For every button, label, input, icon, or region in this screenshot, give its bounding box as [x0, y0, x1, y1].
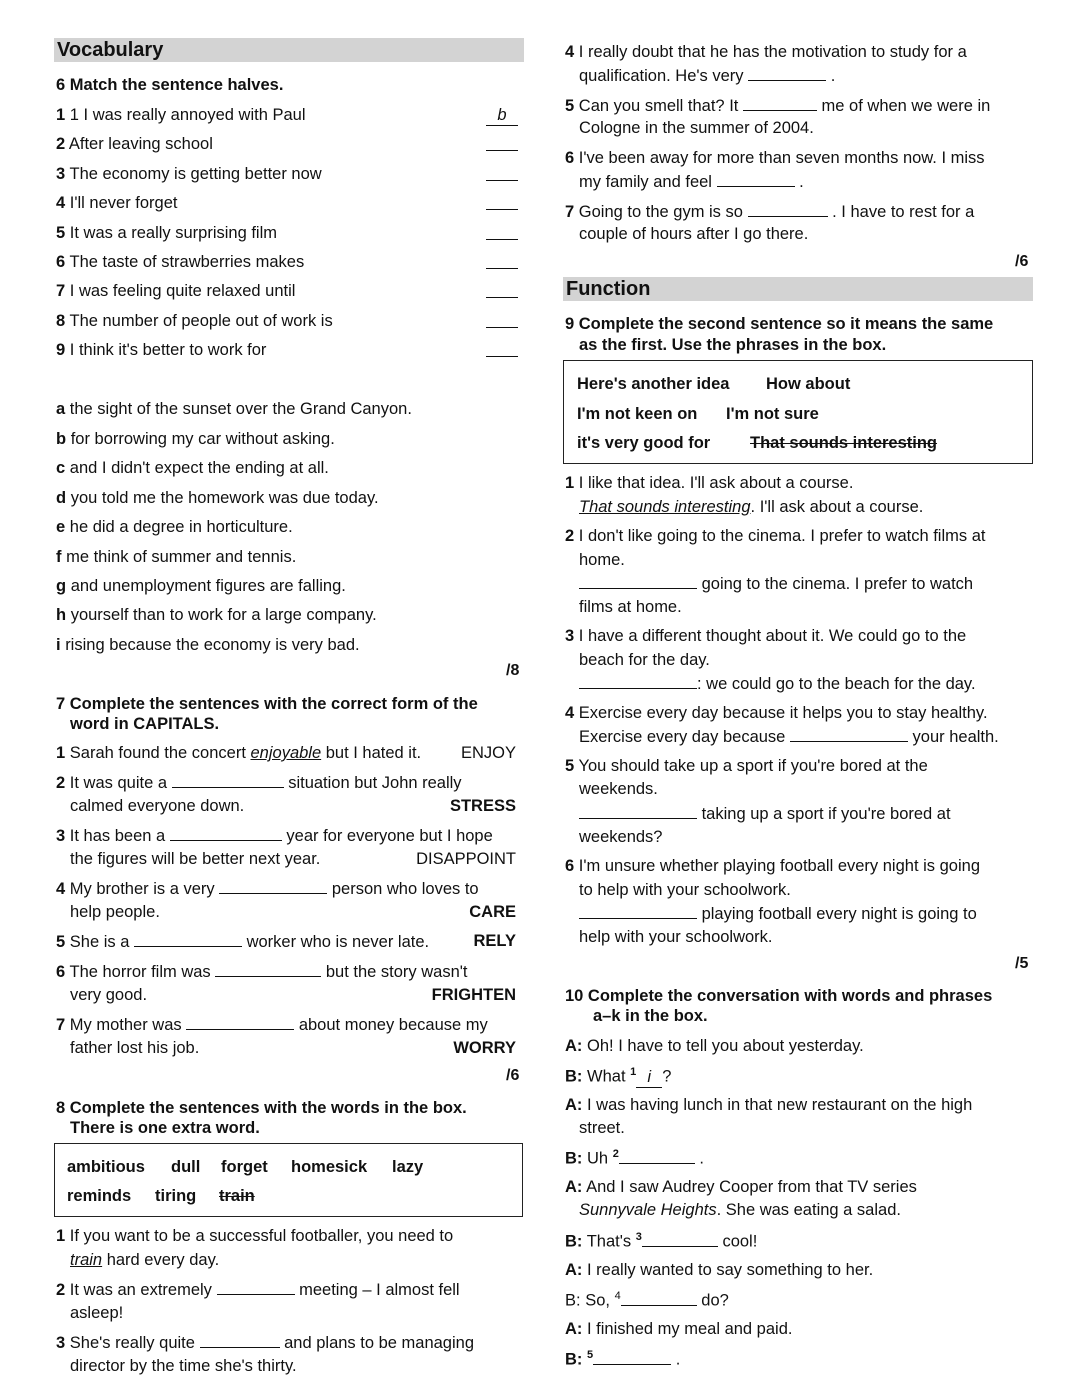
ex8-item-4: 4 I really doubt that he has the motivation to study for a: [565, 43, 967, 61]
ex8-blank-2[interactable]: [217, 1280, 295, 1295]
phrase-sounds-interesting: That sounds interesting: [750, 434, 938, 452]
ex6-option-f: f me think of summer and tennis.: [56, 548, 297, 566]
word-ambitious: ambitious: [67, 1158, 145, 1176]
word-forget: forget: [221, 1158, 268, 1176]
dialogue-line-7: A: I really wanted to say something to her.: [565, 1261, 874, 1279]
dialogue-line-3b: street.: [579, 1119, 625, 1137]
ex6-answer-7[interactable]: [486, 283, 518, 298]
ex10-blank-3[interactable]: [642, 1232, 718, 1247]
ex8-item-6: 6 I've been away for more than seven months now. I miss: [565, 149, 985, 167]
ex6-option-a: a the sight of the sunset over the Grand Canyon.: [56, 400, 412, 418]
ex6-answer-6[interactable]: [486, 254, 518, 269]
ex9-item-6-line2: playing football every night is going to: [579, 904, 977, 924]
ex8-item-3: 3 She's really quite and plans to be managing: [56, 1334, 475, 1352]
ex7-blank-5[interactable]: [134, 932, 242, 947]
ex8-item-5: 5 Can you smell that? It me of when we were in: [565, 97, 991, 115]
ex9-item-6-line3: help with your schoolwork.: [579, 928, 773, 946]
phrase-not-sure: I'm not sure: [726, 405, 819, 423]
ex9-item-2-line2: going to the cinema. I prefer to watch: [579, 574, 973, 594]
ex9-score: /5: [1015, 955, 1029, 972]
ex8-blank-5[interactable]: [743, 96, 817, 111]
dialogue-line-3: A: I was having lunch in that new restaurant on the high: [565, 1096, 973, 1114]
ex9-blank-4[interactable]: [790, 727, 908, 742]
ex7-item-2-line2: calmed everyone down.: [70, 797, 245, 815]
dialogue-line-8: B: So, $^4$ do?: [565, 1290, 729, 1310]
ex6-answer-5[interactable]: [486, 225, 518, 240]
ex9-blank-3[interactable]: [579, 674, 697, 689]
ex8-blank-3[interactable]: [200, 1333, 280, 1348]
ex7-heading-line2: word in CAPITALS.: [70, 715, 220, 733]
ex8-heading-line1: 8 Complete the sentences with the words in the box.: [56, 1099, 467, 1117]
ex8-item-3-line2: director by the time she's thirty.: [70, 1357, 297, 1375]
dialogue-line-2: B: What $^1$ i ?: [565, 1066, 672, 1086]
ex6-item-1: 1 1 I was really annoyed with Paul: [56, 106, 306, 124]
phrase-how-about: How about: [766, 375, 851, 393]
ex7-cap-2: STRESS: [449, 797, 516, 815]
ex6-answer-8[interactable]: [486, 313, 518, 328]
ex7-cap-5: RELY: [473, 932, 516, 950]
ex6-answer-9[interactable]: [486, 342, 518, 357]
ex8-answer-1[interactable]: train: [70, 1251, 103, 1269]
ex7-cap-4: CARE: [469, 903, 516, 921]
ex6-option-h: h yourself than to work for a large company.: [56, 606, 377, 624]
ex7-item-5: 5 She is a worker who is never late.: [56, 933, 430, 951]
dialogue-line-10: B: $^5$ .: [565, 1349, 681, 1369]
ex9-item-4-line2: Exercise every day because your health.: [579, 728, 999, 746]
word-lazy: lazy: [392, 1158, 424, 1176]
ex7-item-3-line2: the figures will be better next year.: [70, 850, 321, 868]
ex7-heading-line1: 7 Complete the sentences with the correct form of the: [56, 695, 478, 713]
ex8-item-7-line2: couple of hours after I go there.: [579, 225, 809, 243]
ex10-answer-1[interactable]: i: [636, 1068, 662, 1088]
phrase-not-keen: I'm not keen on: [577, 405, 698, 423]
ex6-answer-1[interactable]: b: [486, 106, 518, 126]
ex9-phrase-box: [563, 360, 1033, 464]
vocabulary-header: Vocabulary: [54, 38, 524, 62]
ex9-heading-line1: 9 Complete the second sentence so it means the same: [565, 315, 994, 333]
ex9-blank-6[interactable]: [579, 904, 697, 919]
dialogue-line-4: B: Uh $^2$ .: [565, 1148, 705, 1168]
ex6-option-g: g and unemployment figures are falling.: [56, 577, 346, 595]
ex10-blank-2[interactable]: [619, 1149, 695, 1164]
ex7-cap-7: WORRY: [453, 1039, 516, 1057]
ex9-item-3-line2: : we could go to the beach for the day.: [579, 674, 976, 694]
ex6-item-9: 9 I think it's better to work for: [56, 341, 267, 359]
ex9-item-2: 2 I don't like going to the cinema. I prefer to watch films at: [565, 527, 986, 545]
ex7-blank-3[interactable]: [170, 826, 282, 841]
ex6-item-2: 2 After leaving school: [56, 135, 213, 153]
ex7-answer-1[interactable]: enjoyable: [250, 744, 322, 762]
dialogue-line-1: A: Oh! I have to tell you about yesterday.: [565, 1037, 864, 1055]
ex7-item-6-line2: very good.: [70, 986, 148, 1004]
ex8-score: /6: [1015, 253, 1029, 270]
ex7-item-4: 4 My brother is a very person who loves to: [56, 880, 479, 898]
phrase-another-idea: Here's another idea: [577, 375, 730, 393]
ex9-heading-line2: as the first. Use the phrases in the box.: [579, 336, 887, 354]
ex8-item-1: 1 If you want to be a successful footballer, you need to: [56, 1227, 454, 1245]
ex7-blank-4[interactable]: [219, 879, 327, 894]
ex6-option-b: b for borrowing my car without asking.: [56, 430, 335, 448]
ex8-item-7: 7 Going to the gym is so . I have to rest for a: [565, 203, 975, 221]
dialogue-line-6: B: That's $^3$ cool!: [565, 1231, 758, 1251]
function-header: Function: [563, 277, 1033, 301]
ex6-item-6: 6 The taste of strawberries makes: [56, 253, 305, 271]
ex8-blank-6[interactable]: [717, 172, 795, 187]
ex8-item-4-line2: qualification. He's very .: [579, 67, 836, 85]
ex9-item-1-line2: That sounds interesting. I'll ask about a course.: [579, 498, 924, 516]
ex9-item-5: 5 You should take up a sport if you're bored at the: [565, 757, 928, 775]
ex7-item-3: 3 It has been a year for everyone but I hope: [56, 827, 493, 845]
ex6-item-4: 4 I'll never forget: [56, 194, 178, 212]
ex6-item-7: 7 I was feeling quite relaxed until: [56, 282, 296, 300]
ex7-item-7: 7 My mother was about money because my: [56, 1016, 488, 1034]
phrase-very-good-for: it's very good for: [577, 434, 711, 452]
ex10-heading-line1: 10 Complete the conversation with words and phrases: [565, 987, 993, 1005]
ex9-item-6-line1b: to help with your schoolwork.: [579, 881, 791, 899]
ex6-answer-2[interactable]: [486, 136, 518, 151]
word-dull: dull: [171, 1158, 201, 1176]
ex6-option-c: c and I didn't expect the ending at all.: [56, 459, 329, 477]
ex6-option-e: e he did a degree in horticulture.: [56, 518, 293, 536]
dialogue-line-9: A: I finished my meal and paid.: [565, 1320, 793, 1338]
ex8-blank-4[interactable]: [748, 66, 826, 81]
ex6-heading: 6 Match the sentence halves.: [56, 76, 284, 94]
ex7-item-4-line2: help people.: [70, 903, 160, 921]
ex8-item-2-line2: asleep!: [70, 1304, 124, 1322]
ex9-item-5-line3: weekends?: [579, 828, 663, 846]
ex9-blank-5[interactable]: [579, 804, 697, 819]
ex8-heading-line2: There is one extra word.: [70, 1119, 260, 1137]
ex6-item-5: 5 It was a really surprising film: [56, 224, 278, 242]
ex7-cap-1: ENJOY: [460, 744, 516, 762]
ex7-cap-6: FRIGHTEN: [431, 986, 516, 1004]
ex9-item-2-line1b: home.: [579, 551, 625, 569]
dialogue-line-5b: Sunnyvale Heights. She was eating a salad.: [579, 1201, 901, 1219]
ex6-answer-4[interactable]: [486, 195, 518, 210]
ex7-blank-7[interactable]: [186, 1015, 294, 1030]
ex9-item-3: 3 I have a different thought about it. We could go to the: [565, 627, 967, 645]
ex10-blank-5[interactable]: [593, 1350, 671, 1365]
ex7-item-6: 6 The horror film was but the story wasn't: [56, 963, 468, 981]
word-train: train: [219, 1187, 255, 1205]
ex7-item-7-line2: father lost his job.: [70, 1039, 200, 1057]
dialogue-line-5: A: And I saw Audrey Cooper from that TV series: [565, 1178, 917, 1196]
ex8-item-6-line2: my family and feel .: [579, 173, 804, 191]
ex6-item-3: 3 The economy is getting better now: [56, 165, 322, 183]
ex6-score: /8: [506, 662, 520, 679]
ex9-item-4: 4 Exercise every day because it helps you to stay healthy.: [565, 704, 988, 722]
ex8-word-box: [54, 1143, 523, 1217]
ex7-item-1: 1 Sarah found the concert enjoyable but I hated it.: [56, 744, 422, 762]
ex7-cap-3: DISAPPOINT: [416, 850, 516, 868]
word-tiring: tiring: [155, 1187, 197, 1205]
ex6-answer-3[interactable]: [486, 166, 518, 181]
ex9-item-6: 6 I'm unsure whether playing football every night is going: [565, 857, 980, 875]
ex9-answer-1[interactable]: That sounds interesting: [579, 498, 751, 516]
ex8-item-5-line2: Cologne in the summer of 2004.: [579, 119, 814, 137]
ex6-item-8: 8 The number of people out of work is: [56, 312, 333, 330]
ex7-blank-2[interactable]: [172, 773, 284, 788]
ex9-item-1: 1 I like that idea. I'll ask about a course.: [565, 474, 854, 492]
ex8-blank-7[interactable]: [748, 202, 828, 217]
ex10-heading-line2: a–k in the box.: [593, 1007, 708, 1025]
ex9-item-2-line3: films at home.: [579, 598, 682, 616]
ex7-item-2: 2 It was quite a situation but John really: [56, 774, 462, 792]
ex9-item-5-line2: taking up a sport if you're bored at: [579, 804, 951, 824]
ex7-blank-6[interactable]: [215, 962, 321, 977]
ex7-score: /6: [506, 1067, 520, 1084]
ex6-option-d: d you told me the homework was due today.: [56, 489, 379, 507]
ex8-item-1-line2: train hard every day.: [70, 1251, 220, 1269]
ex9-item-3-line1b: beach for the day.: [579, 651, 710, 669]
ex9-item-5-line1b: weekends.: [579, 780, 658, 798]
ex6-option-i: i rising because the economy is very bad.: [56, 636, 360, 654]
ex10-blank-4[interactable]: [621, 1291, 697, 1306]
word-homesick: homesick: [291, 1158, 368, 1176]
word-reminds: reminds: [67, 1187, 132, 1205]
ex8-item-2: 2 It was an extremely meeting – I almost fell: [56, 1281, 460, 1299]
ex9-blank-2[interactable]: [579, 574, 697, 589]
